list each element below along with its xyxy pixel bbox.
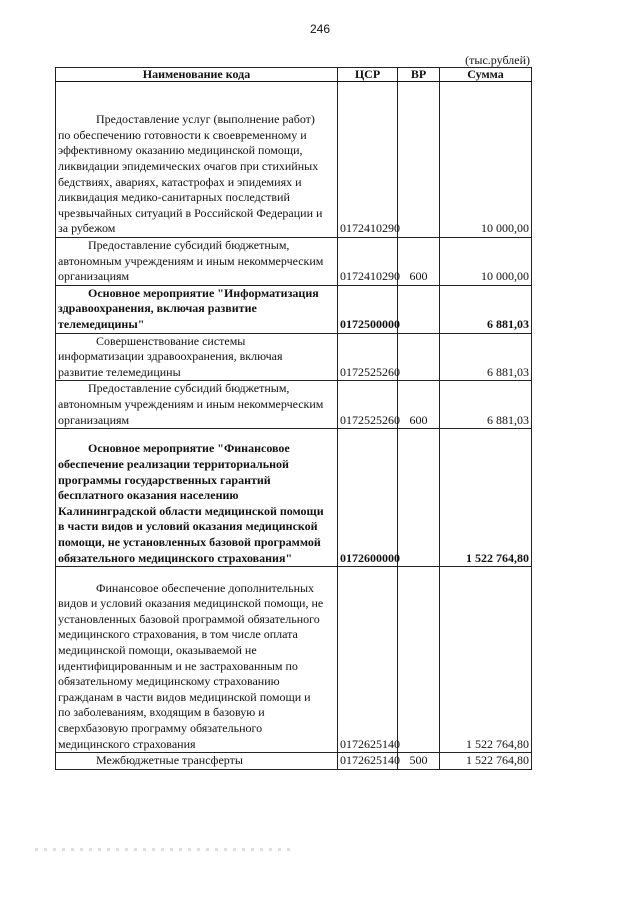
row-sum: 6 881,03	[440, 381, 532, 429]
row-vr	[398, 429, 440, 567]
row-csr: 0172410290	[338, 238, 398, 286]
row-name: Предоставление субсидий бюджетным, автономным учреждениям и иным некоммерческим организациям	[56, 381, 338, 429]
row-csr: 0172600000	[338, 429, 398, 567]
row-sum: 10 000,00	[440, 82, 532, 238]
row-csr: 0172525260	[338, 333, 398, 381]
row-csr: 0172625140	[338, 567, 398, 753]
table-row	[56, 429, 532, 567]
budget-table	[55, 67, 532, 770]
row-csr: 0172525260	[338, 381, 398, 429]
row-sum: 1 522 764,80	[440, 429, 532, 567]
row-sum: 6 881,03	[440, 333, 532, 381]
table-row	[56, 238, 532, 286]
row-csr: 0172500000	[338, 285, 398, 333]
row-vr	[398, 567, 440, 753]
table-row	[56, 381, 532, 429]
row-name: Основное мероприятие "Финансовое обеспечение реализации территориальной программы государственных гарантий бесплатного оказания населению Калининградской области медицинской помощи в части видов и условий оказания медицинской помощи, не установленных базовой программой обязательного медицинского страхования"	[56, 429, 338, 567]
row-csr: 0172625140	[338, 753, 398, 770]
header-sum: Сумма	[440, 68, 532, 82]
row-name: Предоставление услуг (выполнение работ) по обеспечению готовности к своевременному и эффективному оказанию медицинской помощи, ликвидации эпидемических очагов при стихийных бедствиях, авариях, катастрофах и эпидемиях и ликвидация медико-санитарных последствий чрезвычайных ситуаций в Российской Федерации и за рубежом	[56, 82, 338, 238]
table-header-row	[56, 68, 532, 82]
unit-note: (тыс.рублей)	[465, 53, 530, 67]
row-name: Совершенствование системы информатизации здравоохранения, включая развитие телемедицины	[56, 333, 338, 381]
row-name: Основное мероприятие "Информатизация здравоохранения, включая развитие телемедицины"	[56, 285, 338, 333]
row-name: Межбюджетные трансферты	[56, 753, 338, 770]
row-vr	[398, 285, 440, 333]
header-vr: ВР	[398, 68, 440, 82]
row-name: Финансовое обеспечение дополнительных видов и условий оказания медицинской помощи, не установленных базовой программой обязательного медицинского страхования, в том числе оплата медицинской помощи, оказываемой не идентифицированным и не застрахованным по обязательному медицинскому страхованию гражданам в части видов медицинской помощи и по заболеваниям, входящим в базовую и сверхбазовую программу обязательного медицинского страхования	[56, 567, 338, 753]
row-csr: 0172410290	[338, 82, 398, 238]
row-vr: 600	[398, 238, 440, 286]
table-row	[56, 285, 532, 333]
table-row	[56, 333, 532, 381]
row-vr: 600	[398, 381, 440, 429]
row-sum: 1 522 764,80	[440, 567, 532, 753]
table-row	[56, 82, 532, 238]
row-vr	[398, 333, 440, 381]
header-name: Наименование кода	[56, 68, 338, 82]
page-number: 246	[309, 22, 331, 36]
table-row	[56, 567, 532, 753]
row-sum: 10 000,00	[440, 238, 532, 286]
row-vr: 500	[398, 753, 440, 770]
row-sum: 1 522 764,80	[440, 753, 532, 770]
row-name: Предоставление субсидий бюджетным, автономным учреждениям и иным некоммерческим организациям	[56, 238, 338, 286]
table-row	[56, 753, 532, 770]
row-vr	[398, 82, 440, 238]
row-sum: 6 881,03	[440, 285, 532, 333]
scan-artifact	[35, 848, 295, 851]
header-csr: ЦСР	[338, 68, 398, 82]
